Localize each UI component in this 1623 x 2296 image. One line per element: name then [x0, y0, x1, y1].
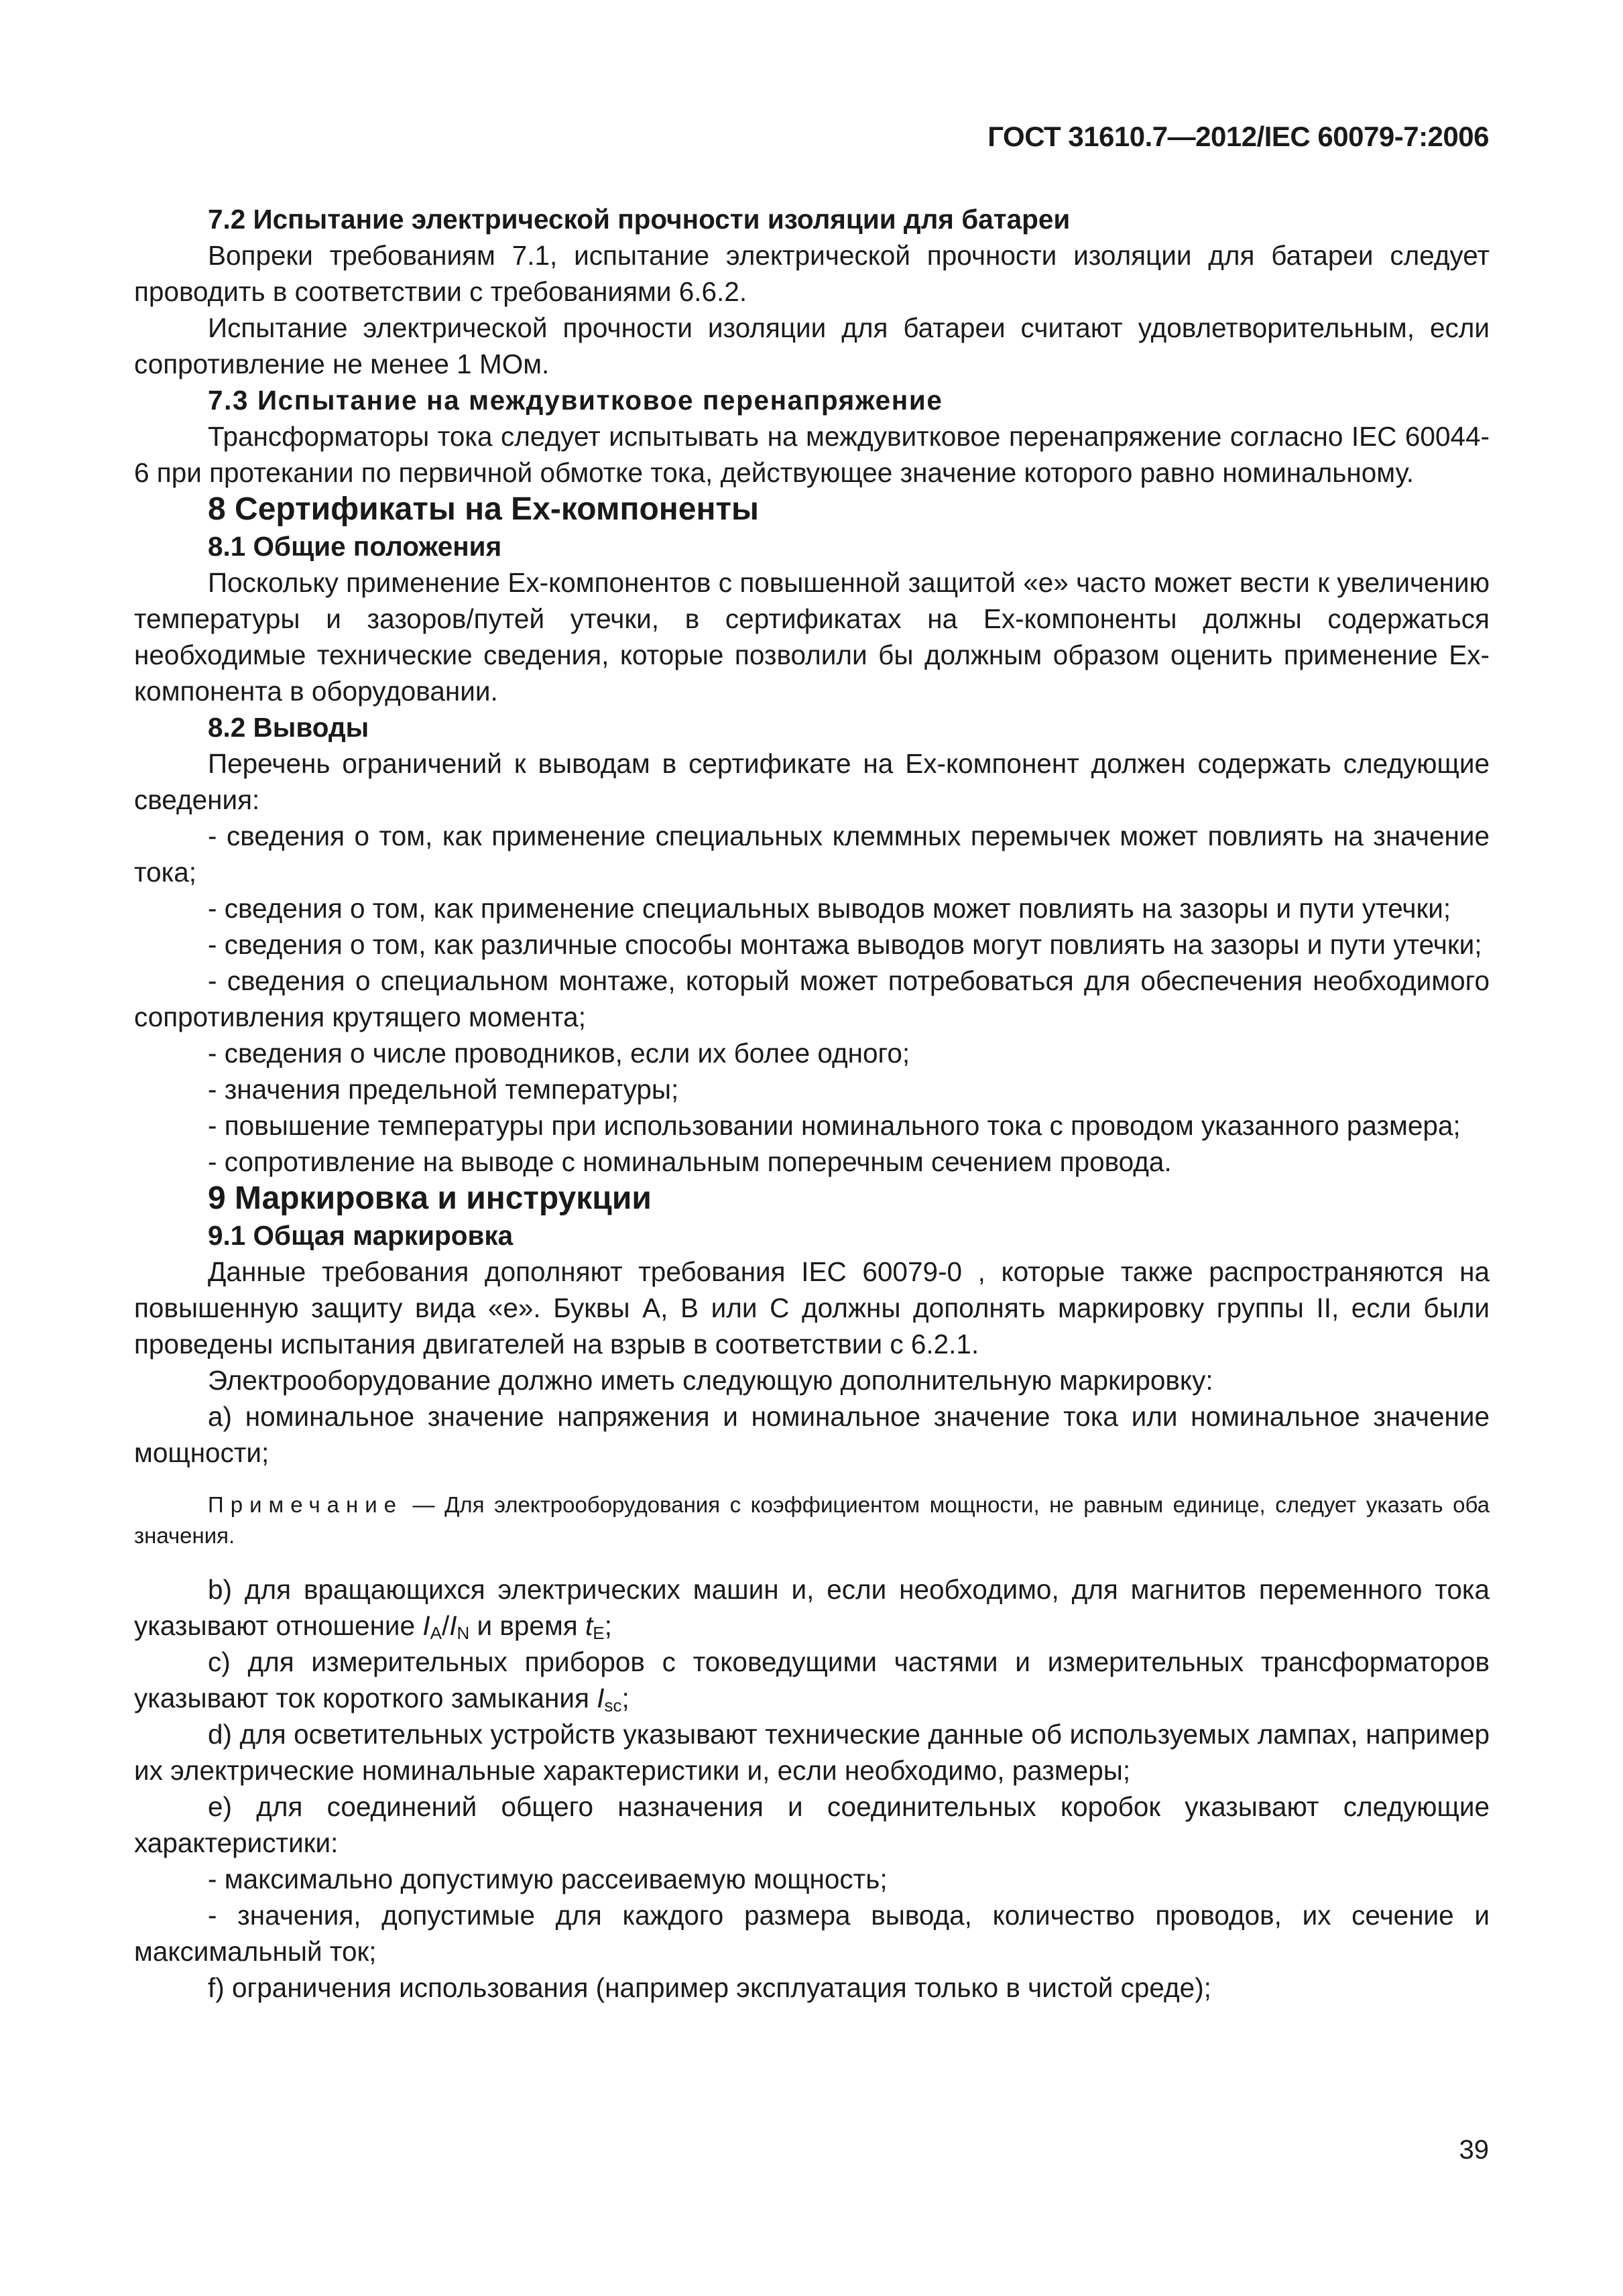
section-8-1-title: 8.1 Общие положения — [208, 531, 502, 562]
list-item: е) для соединений общего назначения и соединительных коробок указывают следующие характеристики: — [134, 1791, 1490, 1858]
list-item — [134, 1644, 1490, 1716]
subscript: A — [430, 1623, 442, 1643]
list-item: - значения предельной температуры; — [208, 1074, 679, 1105]
paragraph: Испытание электрической прочности изоляции для батареи считают удовлетворительным, если сопротивление не менее 1 МОм. — [134, 312, 1490, 379]
symbol: I — [422, 1610, 430, 1641]
list-item: - сведения о числе проводников, если их более одного; — [208, 1038, 910, 1069]
subscript: sc — [604, 1695, 622, 1715]
paragraph: Электрооборудование должно иметь следующую дополнительную маркировку: — [208, 1365, 1213, 1396]
item-text: b) для вращающихся электрических машин и, если необходимо, для магнитов переменного тока указывают отношение — [134, 1574, 1490, 1641]
list-item: - значения, допустимые для каждого размера вывода, количество проводов, их сечение и максимальный ток; — [134, 1900, 1490, 1967]
list-item: - сведения о том, как различные способы монтажа выводов могут повлиять на зазоры и пути утечки; — [208, 929, 1482, 960]
subscript: E — [593, 1623, 605, 1643]
paragraph: Поскольку применение Ех-компонентов с повышенной защитой «е» часто может вести к увеличению температуры и зазоров/путей утечки, в сертификатах на Ех-компоненты должны содержаться необходимые технические сведения, которые позволили бы должным образом оценить применение Ех-компонента в оборудовании. — [134, 567, 1490, 707]
section-8-2-title: 8.2 Выводы — [208, 712, 369, 743]
subscript: N — [457, 1623, 470, 1643]
list-item: - максимально допустимую рассеиваемую мощность; — [208, 1864, 888, 1894]
item-text: / — [441, 1610, 450, 1641]
list-item — [134, 1571, 1490, 1644]
paragraph: Трансформаторы тока следует испытывать на междувитковое перенапряжение согласно IEC 60044-6 при протекании по первичной обмотке тока, действующее значение которого равно номинальному. — [134, 421, 1490, 488]
section-9-title: 9 Маркировка и инструкции — [208, 1181, 652, 1216]
item-text: и время — [469, 1610, 585, 1641]
item-text: ; — [604, 1610, 612, 1641]
page-content — [134, 201, 1490, 2006]
section-8-title: 8 Сертификаты на Ех-компоненты — [208, 491, 759, 527]
list-item: d) для осветительных устройств указывают технические данные об используемых лампах, например их электрические номинальные характеристики и, если необходимо, размеры; — [134, 1719, 1490, 1786]
list-item: - повышение температуры при использовании номинального тока с проводом указанного размера; — [208, 1110, 1461, 1141]
list-item: - сведения о том, как применение специальных клеммных перемычек может повлиять на значение тока; — [134, 821, 1490, 888]
list-item: - сопротивление на выводе с номинальным поперечным сечением провода. — [208, 1146, 1172, 1177]
symbol: I — [449, 1610, 457, 1641]
note-label: Примечание — [208, 1492, 404, 1517]
section-7-3-title: 7.3 Испытание на междувитковое перенапряжение — [208, 385, 943, 416]
page-number: 39 — [1459, 2135, 1489, 2165]
paragraph: Данные требования дополняют требования IEC 60079-0 , которые также распространяются на повышенную защиту вида «е». Буквы А, В или С должны дополнять маркировку группы II, если были проведены испытания двигателей на взрыв в соответствии с 6.2.1. — [134, 1256, 1490, 1360]
note-text: — Для электрооборудования с коэффициентом мощности, не равным единице, следует указать оба значения. — [134, 1492, 1490, 1548]
document-header-id: ГОСТ 31610.7—2012/IEC 60079-7:2006 — [987, 121, 1489, 152]
symbol: I — [597, 1683, 605, 1713]
section-9-1-title: 9.1 Общая маркировка — [208, 1220, 514, 1251]
section-7-2-title: 7.2 Испытание электрической прочности изоляции для батареи — [208, 204, 1071, 235]
paragraph: Вопреки требованиям 7.1, испытание электрической прочности изоляции для батареи следует проводить в соответствии с требованиями 6.6.2. — [134, 240, 1490, 307]
item-text: с) для измерительных приборов с токоведущими частями и измерительных трансформаторов указывают ток короткого замыкания — [134, 1646, 1490, 1713]
list-item: а) номинальное значение напряжения и номинальное значение тока или номинальное значение мощности; — [134, 1401, 1490, 1468]
list-item: - сведения о том, как применение специальных выводов может повлиять на зазоры и пути утечки; — [208, 893, 1451, 924]
list-item: f) ограничения использования (например эксплуатация только в чистой среде); — [208, 1972, 1211, 2003]
item-text: ; — [621, 1683, 629, 1713]
note — [134, 1490, 1490, 1551]
list-item: - сведения о специальном монтаже, который может потребоваться для обеспечения необходимого сопротивления крутящего момента; — [134, 965, 1490, 1032]
symbol: t — [585, 1610, 593, 1641]
paragraph: Перечень ограничений к выводам в сертификате на Ех-компонент должен содержать следующие сведения: — [134, 748, 1490, 815]
